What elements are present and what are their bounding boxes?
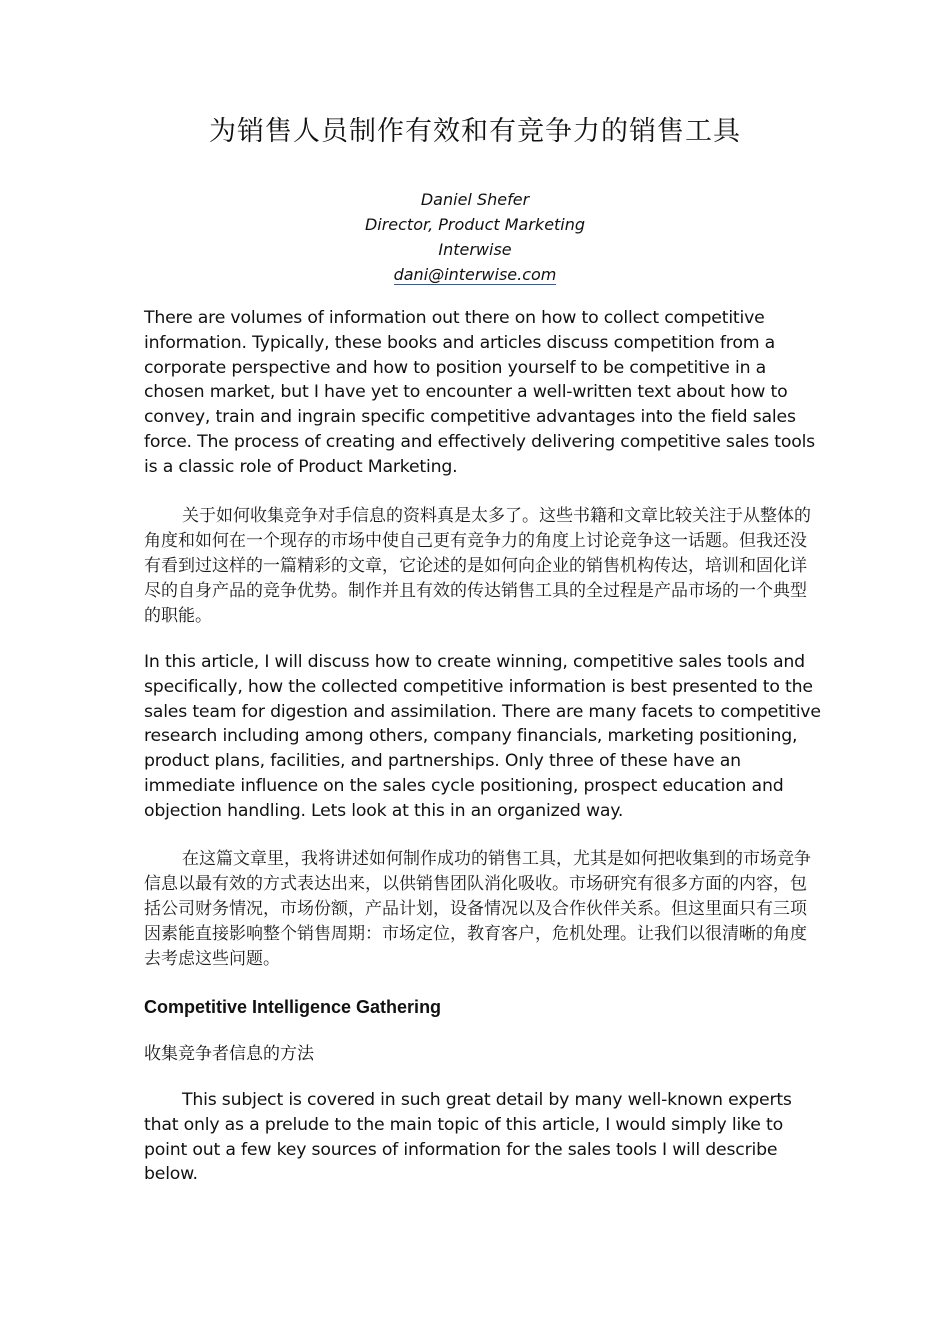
article-paragraph-zh: 在这篇文章里，我将讲述如何制作成功的销售工具，尤其是如何把收集到的市场竞争信息以最有效的方式表达出来，以供销售团队消化吸收。市场研究有很多方面的内容，包括公司财务情况，市场份额，产品计划，设备情况以及合作伙伴关系。但这里面只有三项因素能直接影响整个销售周期：市场定位，教育客户，危机处理。让我们以很清晰的角度去考虑这些问题。 xyxy=(144,849,811,969)
intro-paragraph-zh: 关于如何收集竞争对手信息的资料真是太多了。这些书籍和文章比较关注于从整体的角度和如何在一个现存的市场中使自己更有竞争力的角度上讨论竞争这一话题。但我还没有看到过这样的一篇精彩的文章，它论述的是如何向企业的销售机构传达，培训和固化详尽的自身产品的竞争优势。制作并且有效的传达销售工具的全过程是产品市场的一个典型的职能。 xyxy=(144,506,811,626)
author-block xyxy=(0,187,950,287)
author-name: Daniel Shefer xyxy=(420,190,530,209)
author-email-link[interactable]: dani@interwise.com xyxy=(393,265,557,284)
intro-paragraph-en: There are volumes of information out there on how to collect competitive information. Typically, these books and articles discuss competition from a corporate perspective and how to position yourself to be competitive in a chosen market, but I have yet to encounter a well-written text about how to convey, train and ingrain specific competitive advantages into the field sales force. The process of creating and effectively delivering competitive sales tools is a classic role of Product Marketing. xyxy=(144,308,815,477)
section-subheading-zh: 收集竞争者信息的方法 xyxy=(144,1044,314,1064)
article-paragraph-en: In this article, I will discuss how to create winning, competitive sales tools and specifically, how the collected competitive information is best presented to the sales team for digestion and assimilation. There are many facets to competitive research including among others, company financials, marketing positioning, product plans, facilities, and partnerships. Only three of these have an immediate influence on the sales cycle positioning, prospect education and objection handling. Lets look at this in an organized way. xyxy=(144,652,821,821)
section-body-paragraph: This subject is covered in such great detail by many well-known experts that only as a prelude to the main topic of this article, I would simply like to point out a few key sources of information for the sales tools I will describe below. xyxy=(144,1090,792,1185)
author-company: Interwise xyxy=(438,240,512,259)
document-title: 为销售人员制作有效和有竞争力的销售工具 xyxy=(209,116,741,147)
section-heading: Competitive Intelligence Gathering xyxy=(144,997,442,1017)
author-role: Director, Product Marketing xyxy=(364,215,586,234)
